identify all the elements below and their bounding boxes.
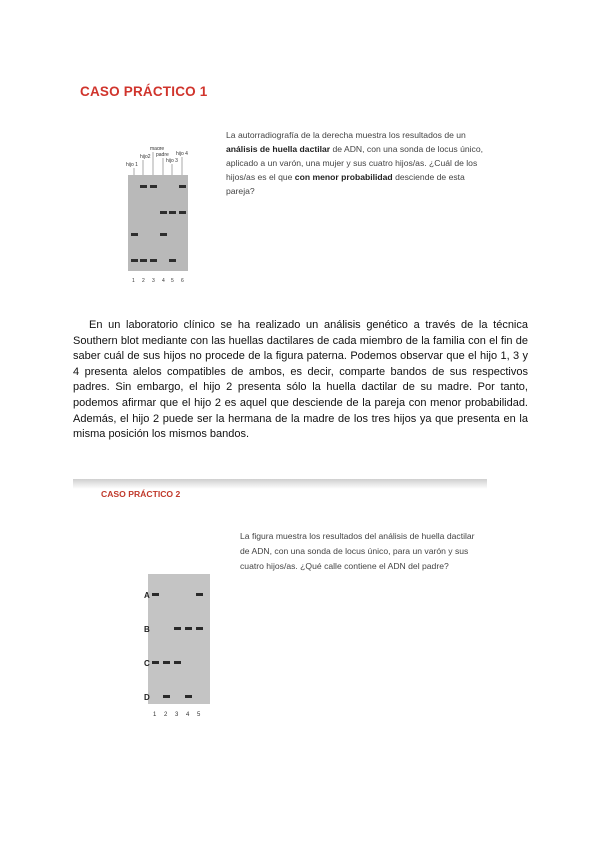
case1-question-bold: análisis de huella dactilar [226,144,331,154]
gel2-band [196,593,203,596]
gel2-band [185,627,192,630]
gel1-band [131,233,138,236]
gel2-lane-number: 1 [153,712,157,718]
gel1-band [150,185,157,188]
gel2-row-label-a: A [144,591,150,600]
gel2-row-label-c: C [144,659,150,668]
case2-question: La figura muestra los resultados del análisis de huella dactilar de ADN, con una sonda de locus único, para un varón y sus cuatro hijos/as. ¿Qué calle contiene el ADN del padre? [240,531,475,571]
gel2-row-label-d: D [144,693,150,702]
gel1-band [131,259,138,262]
case1-question [226,128,484,198]
case1-question-text: La autorradiografía de la derecha muestra los resultados de un [226,130,466,140]
gel1-band [179,185,186,188]
gel1-lane-number: 2 [142,278,145,284]
gel1-lane-number: 4 [162,278,165,284]
gel2-band [174,661,181,664]
gel1-lane-number: 1 [132,278,135,284]
gel1-band [169,211,176,214]
gel2-lane-number: 4 [186,712,190,718]
gel1-band [160,211,167,214]
case2-header-strip [73,479,487,489]
gel2-band [196,627,203,630]
gel2-lane-number: 5 [197,712,201,718]
case1-question-bold: con menor probabilidad [294,172,393,182]
gel1-label-padre: padre [156,152,169,158]
gel1-lane-number: 3 [152,278,155,284]
gel2-band [163,661,170,664]
gel2-band [174,627,181,630]
gel2-band [152,661,159,664]
gel1-band [150,259,157,262]
gel1-label-hijo3: hijo 3 [166,158,178,164]
gel2-band [185,695,192,698]
case1-autoradiograph [124,147,200,287]
gel1-label-hijo4: hijo 4 [176,151,188,157]
answer-paragraph: En un laboratorio clínico se ha realizado un análisis genético a través de la técnica Southern blot mediante con las huellas dactilares de cada miembro de la familia con el fin de saber cuál de sus hijos no procede de la figura paterna. Podemos observar que el hijo 1, 3 y 4 presenta alelos compatibles de ambos, es decir, comparte bandos de sus respectivos padres. Sin embargo, el hijo 2 presenta sólo la huella dactilar de su madre. Por tanto, podemos afirmar que el hijo 2 es aquel que desciende de la pareja con menor probabilidad. Además, el hijo 2 puede ser la hermana de la madre de los tres hijos ya que presenta en la misma posición los mismos bandos. [73,319,528,441]
gel2-lane-number: 2 [164,712,168,718]
gel1-band [169,259,176,262]
gel1-band [160,233,167,236]
gel1-label-madre: madre [150,147,165,152]
gel2-lane-number: 3 [175,712,179,718]
gel1-label-hijo1: hijo 1 [126,162,138,168]
case1-question-text: desciende de esta pareja? [226,172,465,196]
gel2-band [163,695,170,698]
gel2-row-label-b: B [144,625,150,634]
gel2-band [152,593,159,596]
case1-question-text: de ADN, con una sonda de locus único, aplicado a un varón, una mujer y sus cuatro hijos/as. ¿Cuál de los hijos/as es el que [226,144,484,182]
case2-autoradiograph [144,574,216,720]
gel1-band [179,211,186,214]
case1-title: CASO PRÁCTICO 1 [80,84,208,99]
gel1-label-hijo2: hijo2 [140,154,151,160]
gel1-body [128,175,188,271]
case2-title: CASO PRÁCTICO 2 [101,489,181,499]
gel1-lane-number: 5 [171,278,174,284]
gel1-band [140,259,147,262]
gel1-lane-number: 6 [181,278,184,284]
gel1-band [140,185,147,188]
